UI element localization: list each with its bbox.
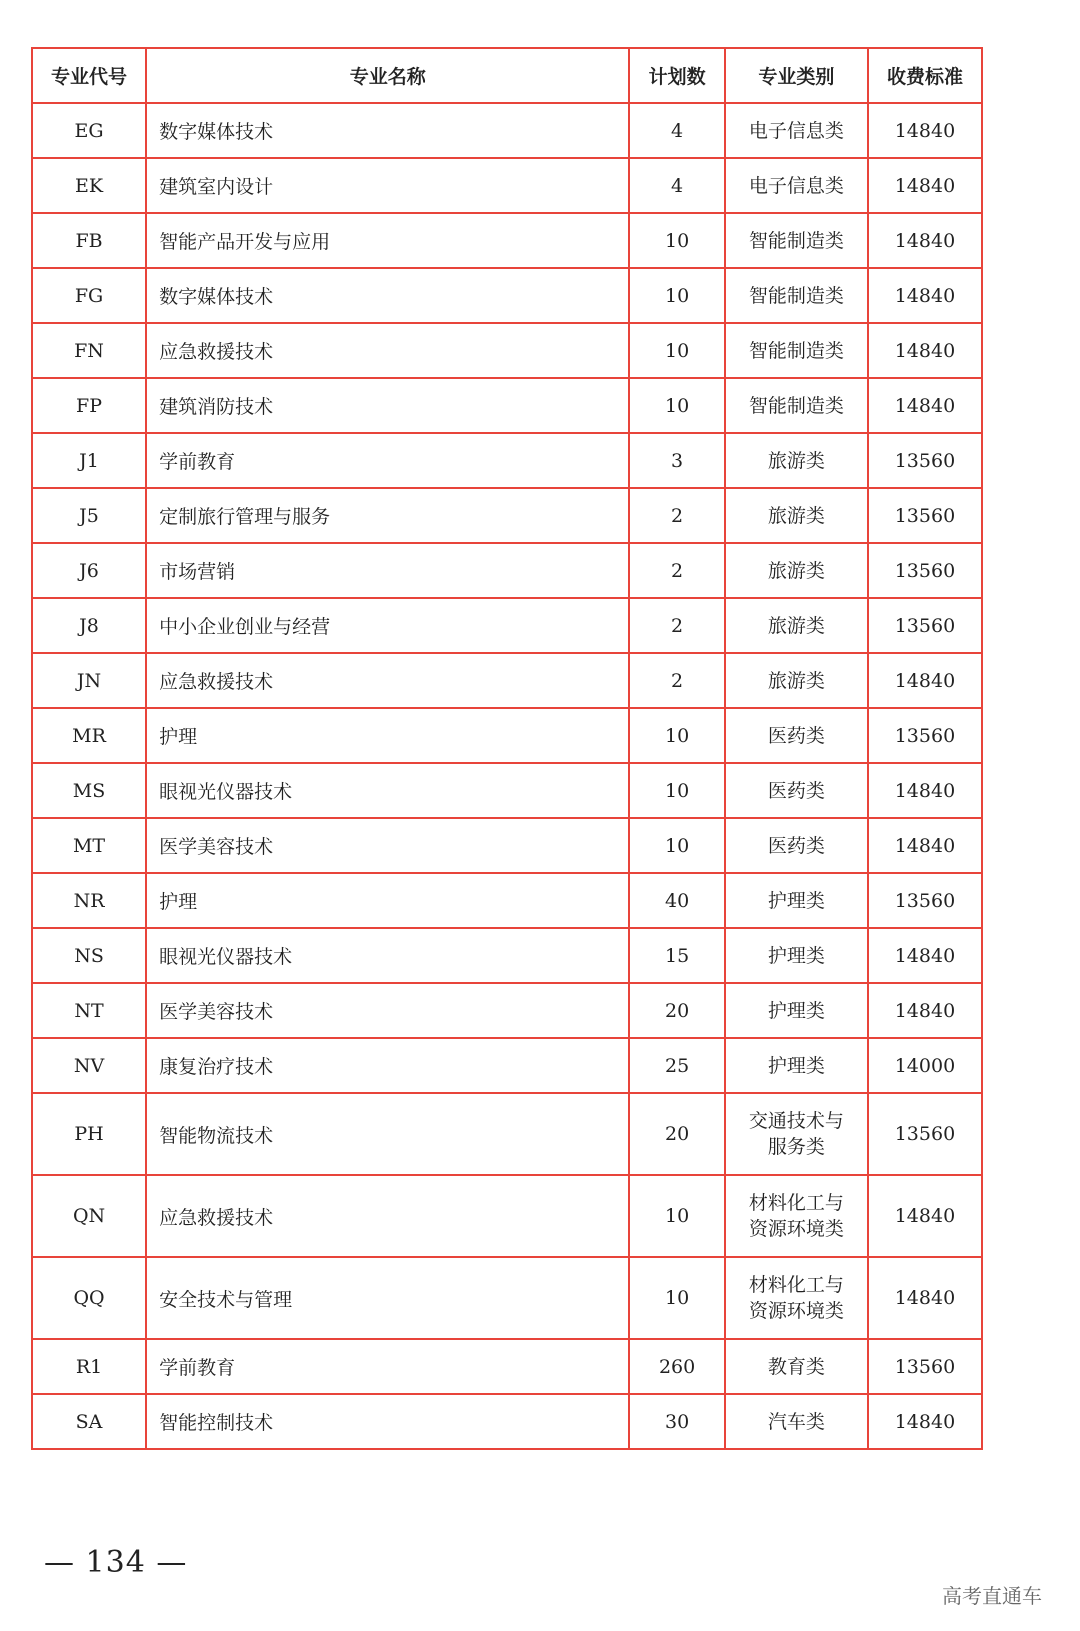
cell-fee: 14840 bbox=[868, 158, 982, 213]
cell-fee: 13560 bbox=[868, 598, 982, 653]
cell-name: 医学美容技术 bbox=[146, 818, 629, 873]
cell-count: 2 bbox=[629, 653, 724, 708]
cell-fee: 13560 bbox=[868, 873, 982, 928]
cell-fee: 14840 bbox=[868, 1257, 982, 1339]
cell-category: 汽车类 bbox=[725, 1394, 868, 1449]
table-header-row bbox=[32, 48, 982, 103]
cell-count: 10 bbox=[629, 1257, 724, 1339]
table-row bbox=[32, 1339, 982, 1394]
cell-category bbox=[725, 1175, 868, 1257]
cell-code: J8 bbox=[32, 598, 146, 653]
cell-category: 旅游类 bbox=[725, 488, 868, 543]
header-count: 计划数 bbox=[629, 48, 724, 103]
table-row bbox=[32, 103, 982, 158]
cell-code: FP bbox=[32, 378, 146, 433]
cell-name: 应急救援技术 bbox=[146, 653, 629, 708]
cell-category: 旅游类 bbox=[725, 598, 868, 653]
cell-count: 10 bbox=[629, 268, 724, 323]
cell-category: 旅游类 bbox=[725, 543, 868, 598]
cell-category: 智能制造类 bbox=[725, 268, 868, 323]
cell-name: 医学美容技术 bbox=[146, 983, 629, 1038]
cell-code: FG bbox=[32, 268, 146, 323]
cell-category: 护理类 bbox=[725, 983, 868, 1038]
cell-name: 中小企业创业与经营 bbox=[146, 598, 629, 653]
cell-name: 眼视光仪器技术 bbox=[146, 763, 629, 818]
cell-fee: 14840 bbox=[868, 818, 982, 873]
cell-code: EK bbox=[32, 158, 146, 213]
table-row bbox=[32, 763, 982, 818]
table-row bbox=[32, 708, 982, 763]
cell-name: 康复治疗技术 bbox=[146, 1038, 629, 1093]
cell-count: 25 bbox=[629, 1038, 724, 1093]
cell-fee: 13560 bbox=[868, 543, 982, 598]
cell-fee: 14840 bbox=[868, 928, 982, 983]
cell-count: 260 bbox=[629, 1339, 724, 1394]
table-row bbox=[32, 1093, 982, 1175]
table-row bbox=[32, 818, 982, 873]
cell-category: 电子信息类 bbox=[725, 103, 868, 158]
cell-name: 定制旅行管理与服务 bbox=[146, 488, 629, 543]
cell-fee: 14000 bbox=[868, 1038, 982, 1093]
cell-code: PH bbox=[32, 1093, 146, 1175]
cell-name: 护理 bbox=[146, 873, 629, 928]
cell-fee: 14840 bbox=[868, 378, 982, 433]
table-row bbox=[32, 268, 982, 323]
cell-fee: 14840 bbox=[868, 103, 982, 158]
cell-code: QQ bbox=[32, 1257, 146, 1339]
cell-name: 应急救援技术 bbox=[146, 1175, 629, 1257]
cell-name: 智能物流技术 bbox=[146, 1093, 629, 1175]
cell-count: 2 bbox=[629, 598, 724, 653]
cell-category: 医药类 bbox=[725, 763, 868, 818]
table-row bbox=[32, 158, 982, 213]
cell-count: 10 bbox=[629, 323, 724, 378]
cell-category: 旅游类 bbox=[725, 653, 868, 708]
cell-fee: 13560 bbox=[868, 433, 982, 488]
cell-name: 护理 bbox=[146, 708, 629, 763]
table-row bbox=[32, 378, 982, 433]
table-row bbox=[32, 653, 982, 708]
cell-name: 学前教育 bbox=[146, 433, 629, 488]
cell-code: SA bbox=[32, 1394, 146, 1449]
table-row bbox=[32, 433, 982, 488]
cell-code: NS bbox=[32, 928, 146, 983]
cell-category bbox=[725, 1093, 868, 1175]
cell-code: MT bbox=[32, 818, 146, 873]
cell-fee: 14840 bbox=[868, 763, 982, 818]
table-row bbox=[32, 1394, 982, 1449]
table-row bbox=[32, 1175, 982, 1257]
cell-category: 医药类 bbox=[725, 708, 868, 763]
table-row bbox=[32, 1257, 982, 1339]
cell-code: MR bbox=[32, 708, 146, 763]
cell-category bbox=[725, 1257, 868, 1339]
cell-count: 20 bbox=[629, 1093, 724, 1175]
cell-code: J6 bbox=[32, 543, 146, 598]
cell-count: 10 bbox=[629, 1175, 724, 1257]
cell-count: 40 bbox=[629, 873, 724, 928]
category-line: 资源环境类 bbox=[748, 1218, 844, 1240]
category-line: 资源环境类 bbox=[748, 1300, 844, 1322]
cell-name: 数字媒体技术 bbox=[146, 103, 629, 158]
cell-code: FN bbox=[32, 323, 146, 378]
cell-code: NT bbox=[32, 983, 146, 1038]
header-code: 专业代号 bbox=[32, 48, 146, 103]
cell-fee: 14840 bbox=[868, 983, 982, 1038]
cell-fee: 14840 bbox=[868, 1394, 982, 1449]
cell-count: 10 bbox=[629, 213, 724, 268]
cell-fee: 13560 bbox=[868, 488, 982, 543]
cell-fee: 14840 bbox=[868, 323, 982, 378]
header-category: 专业类别 bbox=[725, 48, 868, 103]
cell-category: 智能制造类 bbox=[725, 378, 868, 433]
table-row bbox=[32, 598, 982, 653]
enrollment-plan-table bbox=[31, 47, 983, 1450]
cell-name: 安全技术与管理 bbox=[146, 1257, 629, 1339]
cell-code: R1 bbox=[32, 1339, 146, 1394]
table-row bbox=[32, 543, 982, 598]
cell-fee: 13560 bbox=[868, 1339, 982, 1394]
header-fee: 收费标准 bbox=[868, 48, 982, 103]
cell-fee: 13560 bbox=[868, 708, 982, 763]
table-row bbox=[32, 983, 982, 1038]
table-row bbox=[32, 213, 982, 268]
cell-fee: 14840 bbox=[868, 653, 982, 708]
cell-name: 眼视光仪器技术 bbox=[146, 928, 629, 983]
cell-code: QN bbox=[32, 1175, 146, 1257]
table-body bbox=[32, 103, 982, 1449]
cell-count: 4 bbox=[629, 158, 724, 213]
cell-name: 建筑室内设计 bbox=[146, 158, 629, 213]
cell-category: 智能制造类 bbox=[725, 213, 868, 268]
cell-count: 2 bbox=[629, 488, 724, 543]
cell-code: JN bbox=[32, 653, 146, 708]
cell-count: 20 bbox=[629, 983, 724, 1038]
cell-name: 智能控制技术 bbox=[146, 1394, 629, 1449]
cell-name: 学前教育 bbox=[146, 1339, 629, 1394]
cell-code: NV bbox=[32, 1038, 146, 1093]
cell-name: 智能产品开发与应用 bbox=[146, 213, 629, 268]
cell-count: 15 bbox=[629, 928, 724, 983]
cell-code: MS bbox=[32, 763, 146, 818]
cell-name: 应急救援技术 bbox=[146, 323, 629, 378]
table-row bbox=[32, 1038, 982, 1093]
watermark-text: 高考直通车 bbox=[942, 1584, 1042, 1608]
table-row bbox=[32, 323, 982, 378]
page-number: — 134 — bbox=[44, 1545, 188, 1580]
cell-code: NR bbox=[32, 873, 146, 928]
cell-code: J5 bbox=[32, 488, 146, 543]
cell-count: 10 bbox=[629, 818, 724, 873]
cell-fee: 13560 bbox=[868, 1093, 982, 1175]
cell-count: 2 bbox=[629, 543, 724, 598]
table-row bbox=[32, 928, 982, 983]
cell-category: 护理类 bbox=[725, 1038, 868, 1093]
cell-code: FB bbox=[32, 213, 146, 268]
cell-count: 10 bbox=[629, 763, 724, 818]
cell-code: J1 bbox=[32, 433, 146, 488]
category-line: 交通技术与 bbox=[748, 1110, 844, 1132]
cell-name: 建筑消防技术 bbox=[146, 378, 629, 433]
cell-category: 电子信息类 bbox=[725, 158, 868, 213]
cell-category: 护理类 bbox=[725, 873, 868, 928]
table-row bbox=[32, 488, 982, 543]
cell-count: 10 bbox=[629, 708, 724, 763]
cell-name: 数字媒体技术 bbox=[146, 268, 629, 323]
cell-count: 3 bbox=[629, 433, 724, 488]
cell-name: 市场营销 bbox=[146, 543, 629, 598]
header-name: 专业名称 bbox=[146, 48, 629, 103]
category-line: 服务类 bbox=[767, 1136, 825, 1158]
cell-count: 10 bbox=[629, 378, 724, 433]
table-row bbox=[32, 873, 982, 928]
category-line: 材料化工与 bbox=[748, 1192, 844, 1214]
cell-category: 旅游类 bbox=[725, 433, 868, 488]
category-line: 材料化工与 bbox=[748, 1274, 844, 1296]
cell-code: EG bbox=[32, 103, 146, 158]
cell-category: 护理类 bbox=[725, 928, 868, 983]
cell-fee: 14840 bbox=[868, 268, 982, 323]
cell-count: 30 bbox=[629, 1394, 724, 1449]
cell-category: 智能制造类 bbox=[725, 323, 868, 378]
cell-fee: 14840 bbox=[868, 1175, 982, 1257]
cell-count: 4 bbox=[629, 103, 724, 158]
cell-fee: 14840 bbox=[868, 213, 982, 268]
cell-category: 教育类 bbox=[725, 1339, 868, 1394]
cell-category: 医药类 bbox=[725, 818, 868, 873]
